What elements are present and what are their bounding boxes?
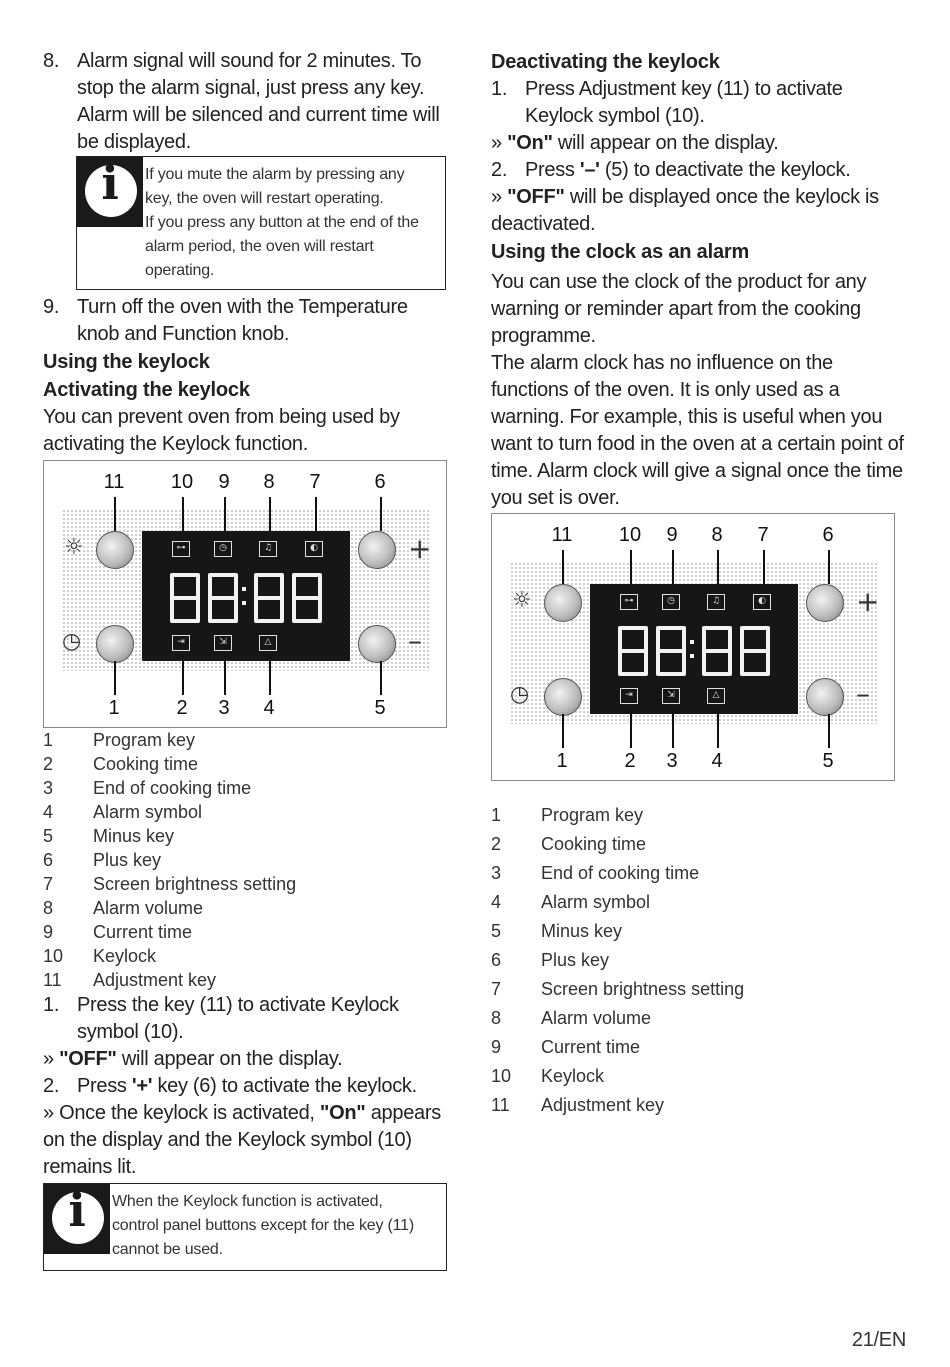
- alarm-volume-symbol: ♫: [259, 541, 277, 557]
- current-time-symbol: ◷: [214, 541, 232, 557]
- brightness-icon: ☼: [512, 588, 532, 613]
- result-line: » "OFF" will be displayed once the keylock is deactivated.: [491, 186, 879, 235]
- step-text: Press Adjustment key (11) to activate Keylock symbol (10).: [525, 78, 843, 127]
- program-clock-icon: ◷: [510, 682, 530, 707]
- step-number: 1.: [491, 78, 508, 100]
- info-line: key, the oven will restart operating.: [145, 190, 384, 207]
- brightness-symbol: ◐: [305, 541, 323, 557]
- section-heading: Deactivating the keylock: [491, 51, 720, 73]
- section-heading: Using the keylock: [43, 351, 210, 373]
- info-line: operating.: [145, 262, 215, 279]
- legend-item: 2 Cooking time: [43, 754, 199, 774]
- legend-item: 9 Current time: [43, 922, 193, 942]
- plus-sign: +: [408, 532, 432, 565]
- legend-item: 3 End of cooking time: [491, 863, 700, 883]
- legend-list: [43, 728, 455, 992]
- callout-label: 5: [374, 697, 386, 719]
- legend-item: 9 Current time: [491, 1037, 641, 1057]
- callout-label: 1: [556, 750, 568, 772]
- brightness-symbol: ◐: [753, 594, 771, 610]
- right-column: [491, 48, 911, 1120]
- callout-label: 8: [711, 524, 723, 546]
- callout-label: 2: [176, 697, 188, 719]
- left-column: [43, 48, 455, 1271]
- minus-key[interactable]: [806, 678, 844, 716]
- step-8: [43, 48, 455, 156]
- callout-label: 5: [822, 750, 834, 772]
- callout-label: 8: [263, 471, 275, 493]
- end-cooking-symbol: ⇲: [662, 688, 680, 704]
- control-panel-diagram: [491, 513, 895, 781]
- cooking-time-symbol: ⇥: [172, 635, 190, 651]
- legend-item: 10 Keylock: [43, 946, 157, 966]
- legend-item: 11 Adjustment key: [43, 970, 217, 990]
- step-text: Press the key (11) to activate Keylock symbol (10).: [77, 994, 399, 1043]
- legend-item: 10 Keylock: [491, 1066, 605, 1086]
- callout-label: 6: [374, 471, 386, 493]
- step-number: 2.: [491, 159, 508, 181]
- info-line: cannot be used.: [112, 1241, 223, 1258]
- legend-list: [491, 801, 911, 1120]
- keylock-symbol: ⊶: [620, 594, 638, 610]
- oven-display: [590, 584, 798, 714]
- step-number: 1.: [43, 994, 60, 1016]
- legend-item: 11 Adjustment key: [491, 1095, 665, 1115]
- step-text: Turn off the oven with the Temperature knob and Function knob.: [77, 296, 408, 345]
- key-name: '–': [579, 159, 600, 181]
- subsection-heading: Activating the keylock: [43, 379, 250, 401]
- callout-label: 4: [263, 697, 275, 719]
- callout-label: 4: [711, 750, 723, 772]
- control-panel-diagram: [43, 460, 447, 728]
- program-key[interactable]: [544, 678, 582, 716]
- legend-item: 5 Minus key: [491, 921, 623, 941]
- adjustment-key[interactable]: [96, 531, 134, 569]
- info-note: [76, 156, 446, 290]
- info-line: If you mute the alarm by pressing any: [145, 166, 405, 183]
- legend-item: 5 Minus key: [43, 826, 175, 846]
- step-number: 9.: [43, 296, 60, 318]
- plus-key[interactable]: [806, 584, 844, 622]
- step-1: [491, 76, 871, 130]
- result-line: » "OFF" will appear on the display.: [43, 1048, 343, 1070]
- display-value: "On": [319, 1102, 366, 1124]
- legend-item: 7 Screen brightness setting: [43, 874, 297, 894]
- key-name: '+': [131, 1075, 153, 1097]
- minus-sign: –: [408, 624, 422, 657]
- plus-sign: +: [856, 585, 880, 618]
- result-line: » "On" will appear on the display.: [491, 132, 779, 154]
- display-value: "OFF": [507, 186, 565, 208]
- minus-sign: –: [856, 677, 870, 710]
- callout-label: 7: [309, 471, 321, 493]
- brightness-icon: ☼: [64, 535, 84, 560]
- step-1: [43, 992, 455, 1046]
- result-line: » Once the keylock is activated, "On" appears on the display and the Keylock symbol (10) remains lit.: [43, 1102, 441, 1178]
- legend-item: 3 End of cooking time: [43, 778, 252, 798]
- info-line: control panel buttons except for the key (11): [112, 1217, 414, 1234]
- callout-label: 11: [551, 524, 573, 546]
- end-cooking-symbol: ⇲: [214, 635, 232, 651]
- display-value: "On": [507, 132, 553, 154]
- legend-item: 8 Alarm volume: [491, 1008, 652, 1028]
- keylock-symbol: ⊶: [172, 541, 190, 557]
- callout-label: 2: [624, 750, 636, 772]
- step-number: 8.: [43, 50, 60, 72]
- alarm-symbol: △: [707, 688, 725, 704]
- callout-label: 9: [218, 471, 230, 493]
- step-2: 2. Press '–' (5) to deactivate the keylock.: [491, 157, 911, 184]
- legend-item: 6 Plus key: [43, 850, 162, 870]
- info-line: If you press any button at the end of the: [145, 214, 419, 231]
- callout-label: 9: [666, 524, 678, 546]
- callout-label: 7: [757, 524, 769, 546]
- legend-item: 1 Program key: [491, 805, 644, 825]
- current-time-symbol: ◷: [662, 594, 680, 610]
- legend-item: 4 Alarm symbol: [43, 802, 203, 822]
- program-clock-icon: ◷: [62, 629, 82, 654]
- section-heading: Using the clock as an alarm: [491, 241, 750, 263]
- paragraph: The alarm clock has no influence on the functions of the oven. It is only used as a warning. For example, this is useful when you want to turn food in the oven at a certain point of time. Alarm clock will give a signal once the time you set is over.: [491, 352, 904, 509]
- alarm-symbol: △: [259, 635, 277, 651]
- info-icon: i: [44, 1184, 110, 1254]
- plus-key[interactable]: [358, 531, 396, 569]
- alarm-volume-symbol: ♫: [707, 594, 725, 610]
- display-value: "OFF": [59, 1048, 117, 1070]
- callout-label: 10: [618, 524, 642, 546]
- intro-paragraph: You can prevent oven from being used by activating the Keylock function.: [43, 406, 400, 455]
- paragraph: You can use the clock of the product for any warning or reminder apart from the cooking programme.: [491, 271, 867, 347]
- minus-key[interactable]: [358, 625, 396, 663]
- adjustment-key[interactable]: [544, 584, 582, 622]
- step-9: [43, 294, 455, 348]
- step-number: 2.: [43, 1075, 60, 1097]
- callout-label: 11: [103, 471, 125, 493]
- step-2: 2. Press '+' key (6) to activate the keylock.: [43, 1073, 455, 1100]
- callout-label: 1: [108, 697, 120, 719]
- callout-label: 3: [666, 750, 678, 772]
- callout-label: 6: [822, 524, 834, 546]
- legend-item: 4 Alarm symbol: [491, 892, 651, 912]
- info-line: When the Keylock function is activated,: [112, 1193, 383, 1210]
- program-key[interactable]: [96, 625, 134, 663]
- page-number: 21/EN: [851, 1329, 906, 1351]
- cooking-time-symbol: ⇥: [620, 688, 638, 704]
- info-icon: i: [77, 157, 143, 227]
- info-note: [43, 1183, 447, 1271]
- oven-display: [142, 531, 350, 661]
- callout-label: 3: [218, 697, 230, 719]
- step-text: Alarm signal will sound for 2 minutes. To stop the alarm signal, just press any key. Alarm will be silenced and current time will be displayed.: [77, 50, 440, 153]
- legend-item: 8 Alarm volume: [43, 898, 204, 918]
- legend-item: 6 Plus key: [491, 950, 610, 970]
- info-line: alarm period, the oven will restart: [145, 238, 374, 255]
- legend-item: 7 Screen brightness setting: [491, 979, 745, 999]
- callout-label: 10: [170, 471, 194, 493]
- legend-item: 2 Cooking time: [491, 834, 647, 854]
- legend-item: 1 Program key: [43, 730, 196, 750]
